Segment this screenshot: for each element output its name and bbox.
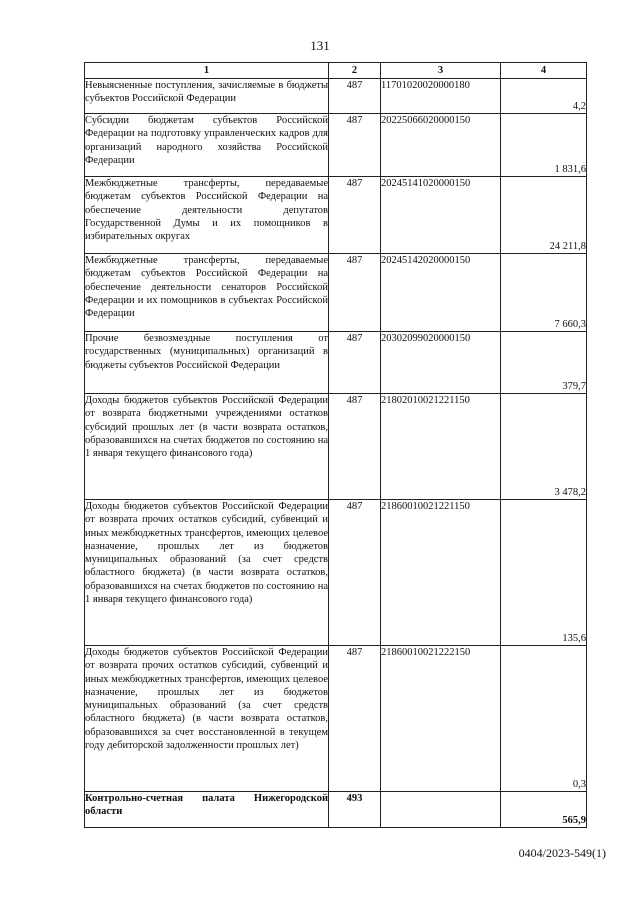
row-admin-code: 487 bbox=[329, 254, 381, 332]
table-row bbox=[85, 500, 587, 646]
row-amount: 0,3 bbox=[501, 646, 587, 792]
row-budget-code: 20245141020000150 bbox=[381, 177, 501, 254]
row-description: Прочие безвозмездные поступления от государственных (муниципальных) организаций в бюджеты субъектов Российской Федерации bbox=[85, 332, 329, 394]
table-header-row bbox=[85, 63, 587, 79]
row-admin-code: 487 bbox=[329, 500, 381, 646]
table-row bbox=[85, 79, 587, 114]
row-description: Доходы бюджетов субъектов Российской Федерации от возврата бюджетными учреждениями остатков субсидий прошлых лет (в части возврата остатков, образовавшихся на счетах бюджетов по состоянию на 1 января текущего финансового года) bbox=[85, 394, 329, 500]
row-admin-code: 487 bbox=[329, 114, 381, 177]
row-amount: 7 660,3 bbox=[501, 254, 587, 332]
page-number: 131 bbox=[310, 38, 330, 53]
row-admin-code: 487 bbox=[329, 332, 381, 394]
document-code: 0404/2023-549(1) bbox=[518, 846, 606, 860]
row-admin-code: 487 bbox=[329, 177, 381, 254]
budget-table bbox=[84, 62, 587, 828]
row-budget-code: 21860010021221150 bbox=[381, 500, 501, 646]
row-description: Доходы бюджетов субъектов Российской Федерации от возврата прочих остатков субсидий, субвенций и иных межбюджетных трансфертов, имеющих целевое назначение, прошлых лет из бюджетов муниципальных образований (за счет средств областного бюджета) (в части возврата остатков, образовавшихся за счет восстановленной в текущем году дебиторской задолженности прошлых лет) bbox=[85, 646, 329, 792]
header-col-2: 2 bbox=[329, 63, 381, 79]
header-col-1: 1 bbox=[85, 63, 329, 79]
row-budget-code: 21802010021221150 bbox=[381, 394, 501, 500]
row-budget-code bbox=[381, 792, 501, 828]
row-amount: 4,2 bbox=[501, 79, 587, 114]
row-description: Субсидии бюджетам субъектов Российской Федерации на подготовку управленческих кадров для организаций народного хозяйства Российской Федерации bbox=[85, 114, 329, 177]
row-budget-code: 11701020020000180 bbox=[381, 79, 501, 114]
row-description: Доходы бюджетов субъектов Российской Федерации от возврата прочих остатков субсидий, субвенций и иных межбюджетных трансфертов, имеющих целевое назначение, прошлых лет из бюджетов муниципальных образований (за счет средств областного бюджета) (в части возврата остатков, образовавшихся на счетах бюджетов по состоянию на 1 января текущего финансового года) bbox=[85, 500, 329, 646]
row-budget-code: 21860010021222150 bbox=[381, 646, 501, 792]
table-row bbox=[85, 792, 587, 828]
row-description: Контрольно-счетная палата Нижегородской области bbox=[85, 792, 329, 828]
table-row bbox=[85, 332, 587, 394]
header-col-3: 3 bbox=[381, 63, 501, 79]
table-row bbox=[85, 254, 587, 332]
table-body bbox=[85, 79, 587, 828]
row-description: Невыясненные поступления, зачисляемые в бюджеты субъектов Российской Федерации bbox=[85, 79, 329, 114]
row-amount: 24 211,8 bbox=[501, 177, 587, 254]
row-amount: 565,9 bbox=[501, 792, 587, 828]
row-admin-code: 487 bbox=[329, 646, 381, 792]
row-amount: 1 831,6 bbox=[501, 114, 587, 177]
table-row bbox=[85, 646, 587, 792]
row-admin-code: 487 bbox=[329, 79, 381, 114]
row-description: Межбюджетные трансферты, передаваемые бюджетам субъектов Российской Федерации на обеспечение деятельности сенаторов Российской Федерации и их помощников в субъектах Российской Федерации bbox=[85, 254, 329, 332]
row-budget-code: 20225066020000150 bbox=[381, 114, 501, 177]
row-budget-code: 20302099020000150 bbox=[381, 332, 501, 394]
row-budget-code: 20245142020000150 bbox=[381, 254, 501, 332]
row-admin-code: 487 bbox=[329, 394, 381, 500]
table-row bbox=[85, 177, 587, 254]
row-amount: 135,6 bbox=[501, 500, 587, 646]
row-amount: 379,7 bbox=[501, 332, 587, 394]
table-row bbox=[85, 114, 587, 177]
table-row bbox=[85, 394, 587, 500]
row-admin-code: 493 bbox=[329, 792, 381, 828]
row-amount: 3 478,2 bbox=[501, 394, 587, 500]
header-col-4: 4 bbox=[501, 63, 587, 79]
row-description: Межбюджетные трансферты, передаваемые бюджетам субъектов Российской Федерации на обеспечение деятельности депутатов Государственной Думы и их помощников в избирательных округах bbox=[85, 177, 329, 254]
